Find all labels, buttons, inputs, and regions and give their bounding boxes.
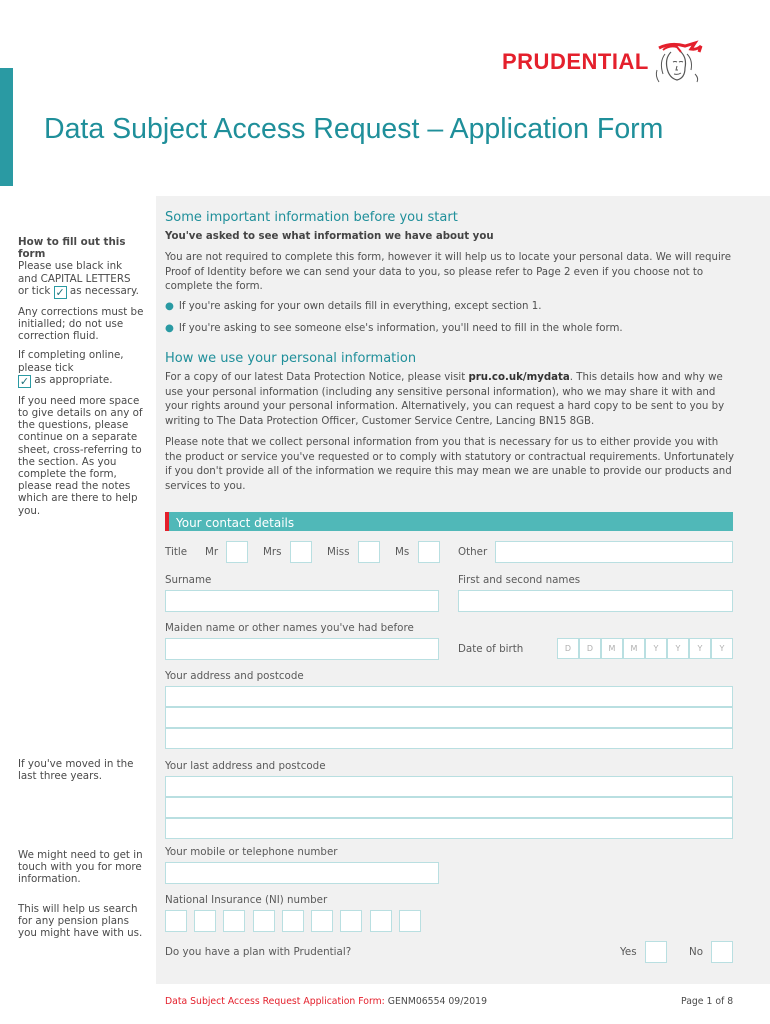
dob-cell[interactable]: Y [645,638,667,659]
info-paragraph: You are not required to complete this form, however it will help us to locate your personal data. We will require Proof of Identity before we can send your data to you, so please refer to Page 2 even if you choose not to complete the form. [165,252,732,292]
yes-label: Yes [620,946,637,958]
dob-cell[interactable]: D [557,638,579,659]
phone-field[interactable] [165,862,439,884]
data-protection-link[interactable]: pru.co.uk/mydata [468,372,570,383]
page-title: Data Subject Access Request – Application Form [44,113,664,145]
dob-cell[interactable]: D [579,638,601,659]
prudential-logo [502,40,707,84]
online-note-end: as appropriate. [34,373,113,386]
miss-label: Miss [327,546,350,558]
mrs-label: Mrs [263,546,282,558]
address-label: Your address and postcode [165,670,304,682]
mr-checkbox[interactable] [226,541,248,563]
logo-wordmark: PRUDENTIAL [502,49,649,74]
ink-instruction-end: as necessary. [69,284,139,297]
ni-cell[interactable] [253,910,275,932]
info-heading: Some important information before you start [165,210,458,225]
dob-cell[interactable]: Y [689,638,711,659]
dob-cell[interactable]: Y [667,638,689,659]
last-address-line-1[interactable] [165,776,733,797]
miss-checkbox[interactable] [358,541,380,563]
ink-instruction: Please use black ink and CAPITAL LETTERS or tick [18,260,131,297]
ni-cell[interactable] [282,910,304,932]
usage-paragraph-2: Please note that we collect personal information from you that is necessary for us to either provide you with the product or service you've requested or to comply with statutory or contractual requirements. Unfortunately if you don't provide all of the information we require this may mean we are unable to provide our products and services to you. [165,437,735,492]
footer-form-name: Data Subject Access Request Application Form: [165,996,385,1007]
moved-note: If you've moved in the last three years. [18,758,134,783]
address-line-1[interactable] [165,686,733,707]
surname-field[interactable] [165,590,439,612]
more-space-note: If you need more space to give details on any of the questions, please continue on a separate sheet, cross-referring to the section. As you complete the form, please read the notes which are there to help you. [18,394,143,517]
mrs-checkbox[interactable] [290,541,312,563]
other-label: Other [458,546,488,558]
last-address-label: Your last address and postcode [165,760,326,772]
first-names-field[interactable] [458,590,733,612]
ni-cell[interactable] [340,910,362,932]
contact-note: We might need to get in touch with you for more information. [18,849,143,886]
ni-label: National Insurance (NI) number [165,894,328,906]
phone-label: Your mobile or telephone number [165,846,338,858]
usage-paragraph-1 [165,371,735,429]
plan-yes-checkbox[interactable] [645,941,667,963]
ms-checkbox[interactable] [418,541,440,563]
footer-form-id [165,996,487,1007]
pension-note: This will help us search for any pension plans you might have with us. [18,903,143,940]
plan-no-checkbox[interactable] [711,941,733,963]
ni-cell[interactable] [311,910,333,932]
ni-cell[interactable] [223,910,245,932]
plan-question: Do you have a plan with Prudential? [165,946,352,958]
footer-code: GENM06554 09/2019 [387,996,488,1007]
dob-label: Date of birth [458,643,524,655]
page-number: Page 1 of 8 [681,996,734,1007]
last-address-line-2[interactable] [165,797,733,818]
corrections-note: Any corrections must be initialled; do not use correction fluid. [18,305,144,343]
how-to-notes [18,236,144,524]
tick-icon: ✓ [55,285,65,299]
prudence-head-icon [651,40,707,84]
maiden-name-field[interactable] [165,638,439,660]
ni-cell[interactable] [165,910,187,932]
other-title-field[interactable] [495,541,733,563]
ms-label: Ms [395,546,410,558]
maiden-name-label: Maiden name or other names you've had before [165,622,414,634]
ni-cell[interactable] [194,910,216,932]
contact-heading: Your contact details [176,516,295,530]
dob-cell[interactable]: Y [711,638,733,659]
usage-heading: How we use your personal information [165,351,417,366]
bullet-someone-else: ● If you're asking to see someone else's information, you'll need to fill in the whole form. [165,323,623,334]
bullet-own-details: ● If you're asking for your own details fill in everything, except section 1. [165,301,542,312]
bullet-text: If you're asking for your own details fill in everything, except section 1. [178,301,542,312]
how-to-heading: How to fill out this form [18,236,126,261]
mr-label: Mr [205,546,219,558]
tick-icon: ✓ [19,374,30,388]
surname-label: Surname [165,574,212,586]
accent-bar [0,68,13,186]
usage-text: . This details how and why we use your personal information (including any sensitive personal information), who we may share it with and your rights around your personal information. Alternatively, you can request a hard copy to be sent to you by writing to The Data Protection Officer, Customer Service Centre, Lancing BN15 8GB. [165,372,725,427]
info-subheading: You've asked to see what information we have about you [165,231,494,242]
ni-cell[interactable] [370,910,392,932]
address-line-2[interactable] [165,707,733,728]
address-line-3[interactable] [165,728,733,749]
title-label: Title [165,546,188,558]
usage-text: For a copy of our latest Data Protection Notice, please visit [165,372,469,383]
dob-cell[interactable]: M [601,638,623,659]
bullet-text: If you're asking to see someone else's information, you'll need to fill in the whole form. [178,323,623,334]
no-label: No [689,946,704,958]
dob-cell[interactable]: M [623,638,645,659]
online-note: If completing online, please tick [18,349,124,374]
contact-details-header [165,512,733,531]
last-address-line-3[interactable] [165,818,733,839]
first-names-label: First and second names [458,574,581,586]
ni-cell[interactable] [399,910,421,932]
